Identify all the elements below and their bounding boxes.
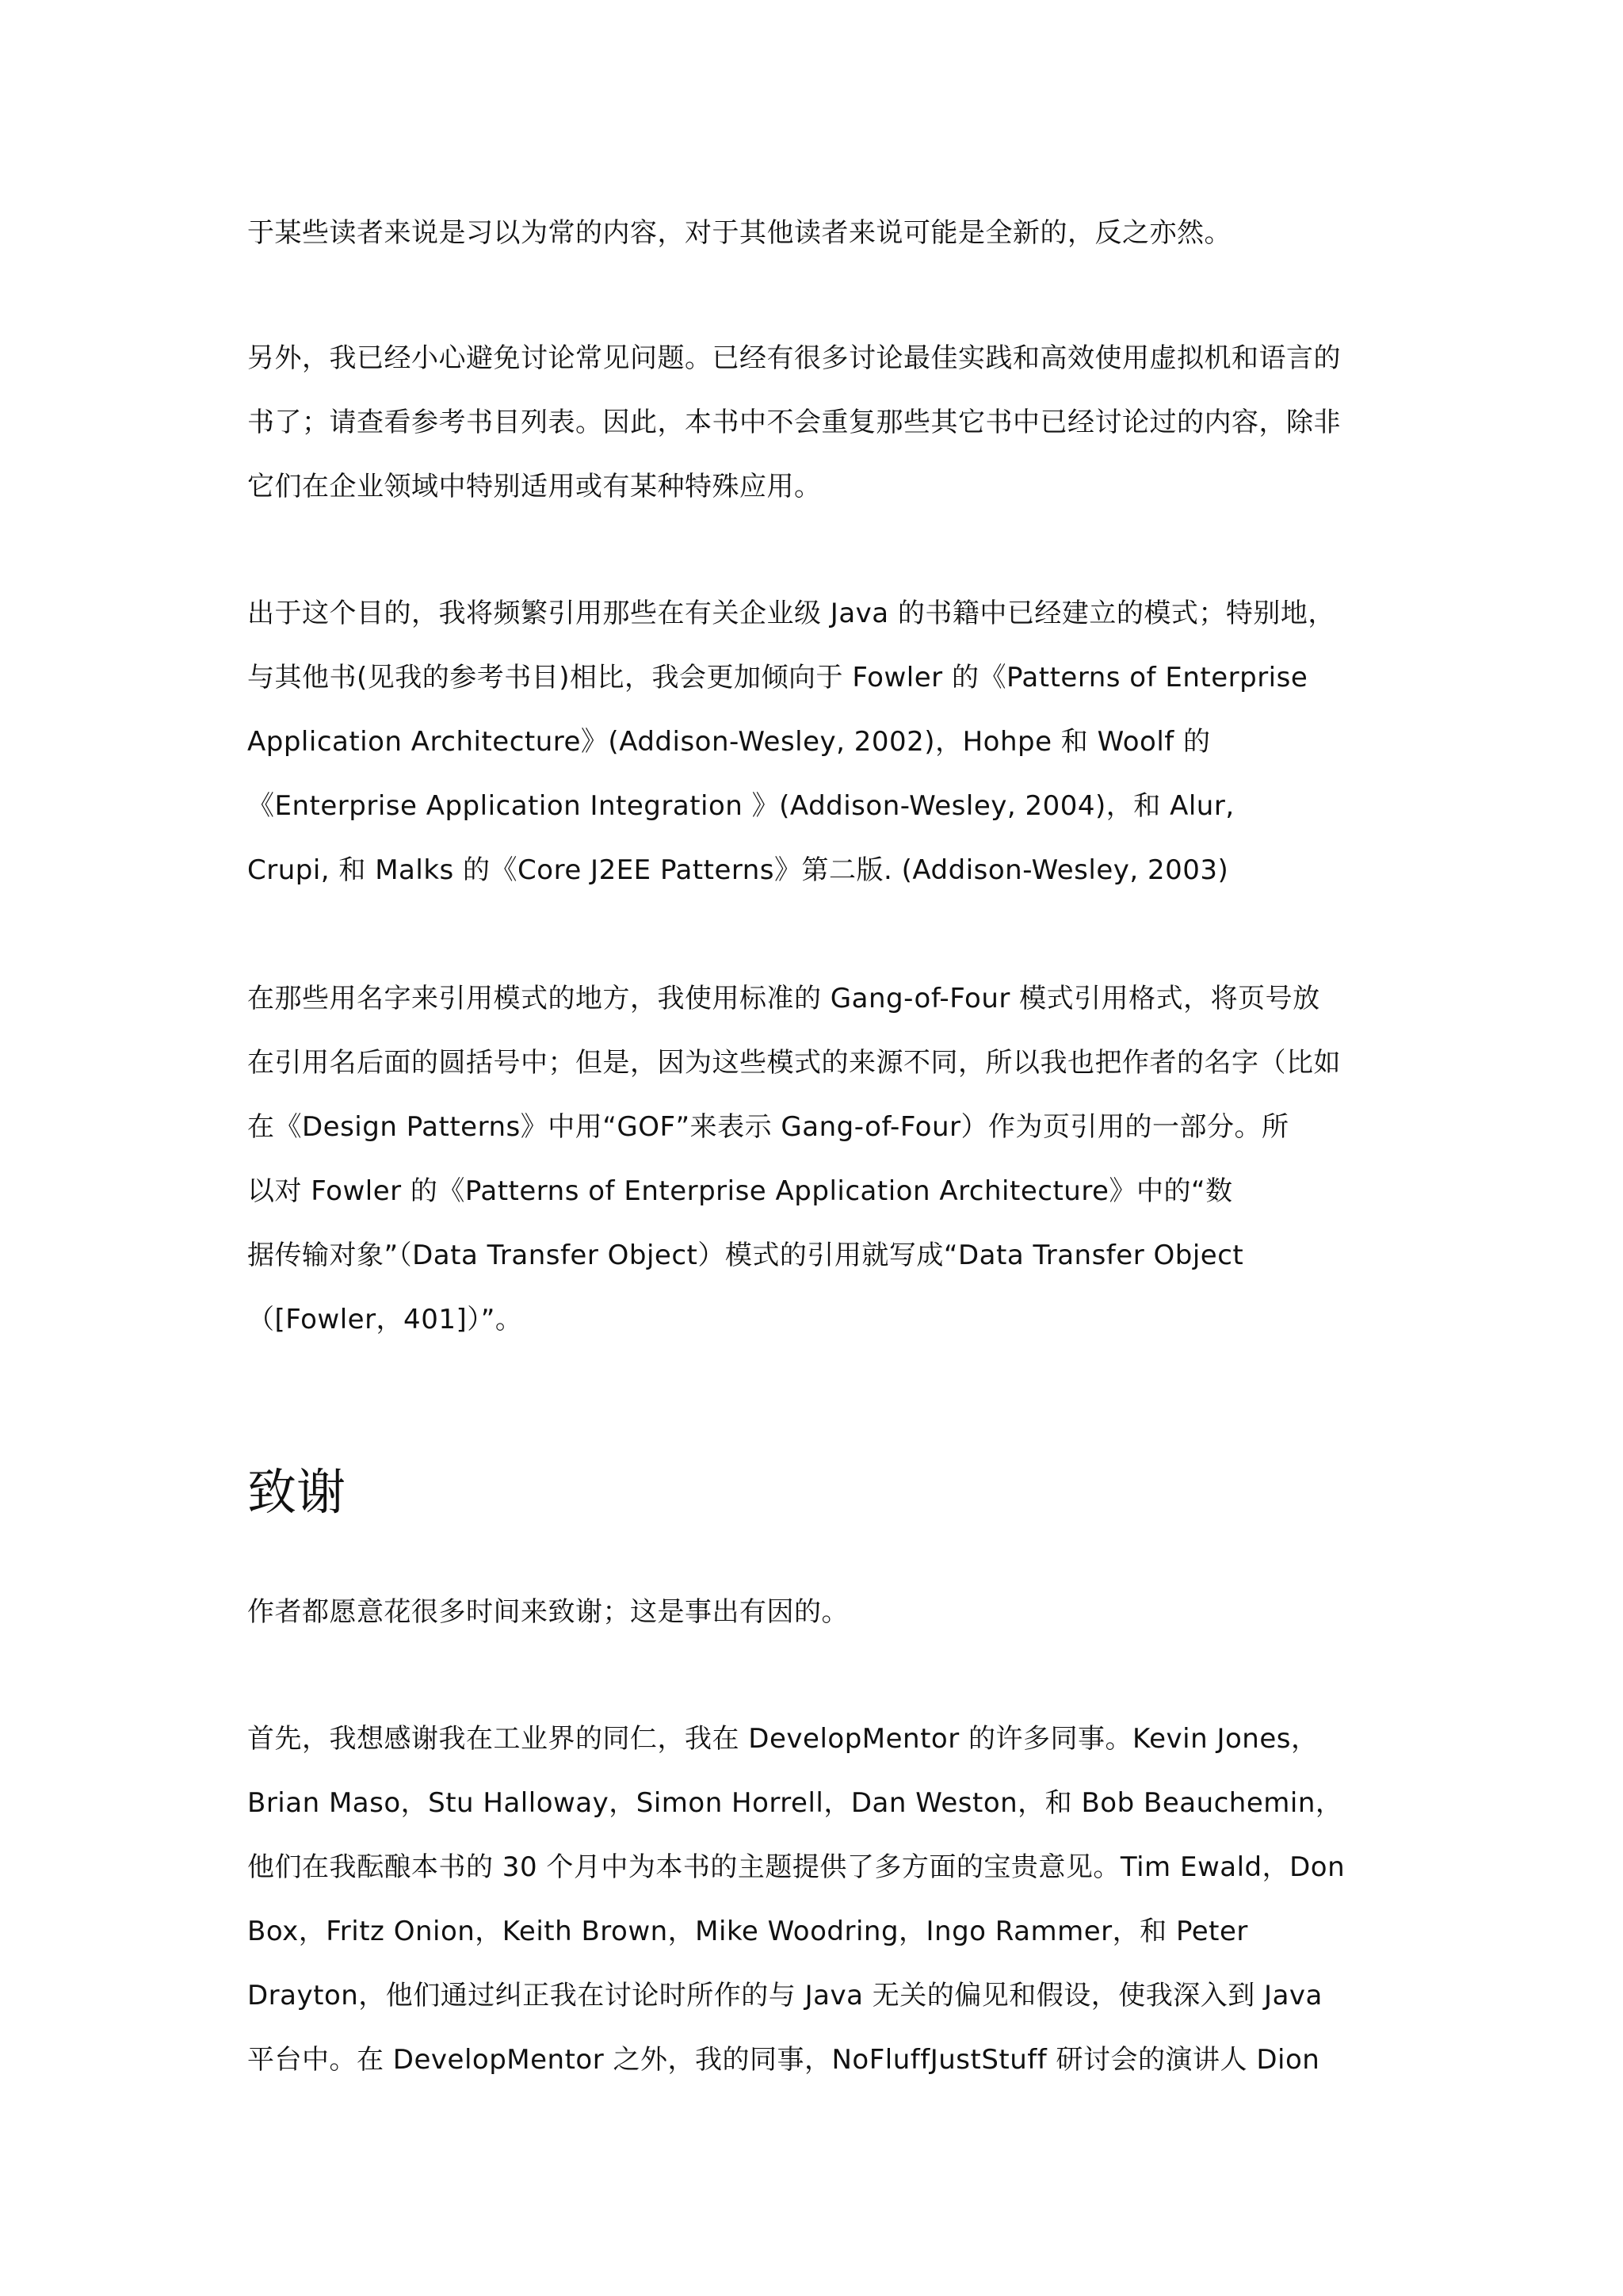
text-line: 与其他书(见我的参考书目)相比，我会更加倾向于 Fowler 的《Patterns of Enterprise bbox=[247, 662, 1308, 693]
paragraph-avoid-common-issues bbox=[247, 327, 1385, 519]
text-line: Application Architecture》(Addison-Wesley, 2002)，Hohpe 和 Woolf 的 bbox=[247, 726, 1211, 758]
paragraph-citation-format bbox=[247, 967, 1385, 1352]
paragraph-thanks-colleagues bbox=[247, 1707, 1385, 2092]
text-line: 在那些用名字来引用模式的地方，我使用标准的 Gang-of-Four 模式引用格式，将页号放 bbox=[247, 983, 1320, 1014]
section-heading-acknowledgements: 致谢 bbox=[247, 1463, 346, 1521]
paragraph-pattern-references bbox=[247, 582, 1385, 903]
text-line: 《Enterprise Application Integration 》(Addison-Wesley, 2004)，和 Alur, bbox=[247, 790, 1235, 822]
text-line: 于某些读者来说是习以为常的内容，对于其他读者来说可能是全新的，反之亦然。 bbox=[247, 217, 1232, 249]
text-line: 平台中。在 DevelopMentor 之外，我的同事，NoFluffJustStuff 研讨会的演讲人 Dion bbox=[247, 2044, 1320, 2076]
text-line: 出于这个目的，我将频繁引用那些在有关企业级 Java 的书籍中已经建立的模式；特别地， bbox=[247, 598, 1335, 629]
text-line: 他们在我酝酿本书的 30 个月中为本书的主题提供了多方面的宝贵意见。Tim Ewald，Don bbox=[247, 1851, 1346, 1883]
text-line: 另外，我已经小心避免讨论常见问题。已经有很多讨论最佳实践和高效使用虚拟机和语言的 bbox=[247, 342, 1341, 374]
paragraph-acknowledgement-intro bbox=[247, 1580, 1385, 1645]
text-line: 首先，我想感谢我在工业界的同仁，我在 DevelopMentor 的许多同事。Kevin Jones， bbox=[247, 1723, 1319, 1755]
text-line: Brian Maso，Stu Halloway，Simon Horrell，Dan Weston，和 Bob Beauchemin， bbox=[247, 1787, 1343, 1819]
text-line: 以对 Fowler 的《Patterns of Enterprise Application Architecture》中的“数 bbox=[247, 1175, 1233, 1207]
text-line: （[Fowler，401]）”。 bbox=[247, 1304, 523, 1335]
text-line: 书了；请查看参考书目列表。因此，本书中不会重复那些其它书中已经讨论过的内容，除非 bbox=[247, 407, 1341, 438]
text-line: Drayton，他们通过纠正我在讨论时所作的与 Java 无关的偏见和假设，使我深入到 Java bbox=[247, 1980, 1323, 2011]
text-line: Crupi, 和 Malks 的《Core J2EE Patterns》第二版. (Addison-Wesley, 2003) bbox=[247, 854, 1229, 886]
paragraph-familiar-content bbox=[247, 201, 1385, 266]
text-line: 在引用名后面的圆括号中；但是，因为这些模式的来源不同，所以我也把作者的名字（比如 bbox=[247, 1047, 1341, 1079]
text-line: Box，Fritz Onion，Keith Brown，Mike Woodring，Ingo Rammer，和 Peter bbox=[247, 1916, 1248, 1947]
text-line: 据传输对象”（Data Transfer Object）模式的引用就写成“Data Transfer Object bbox=[247, 1240, 1244, 1271]
text-line: 它们在企业领域中特别适用或有某种特殊应用。 bbox=[247, 471, 822, 502]
text-line: 作者都愿意花很多时间来致谢；这是事出有因的。 bbox=[247, 1596, 849, 1628]
text-line: 在《Design Patterns》中用“GOF”来表示 Gang-of-Four）作为页引用的一部分。所 bbox=[247, 1111, 1289, 1143]
